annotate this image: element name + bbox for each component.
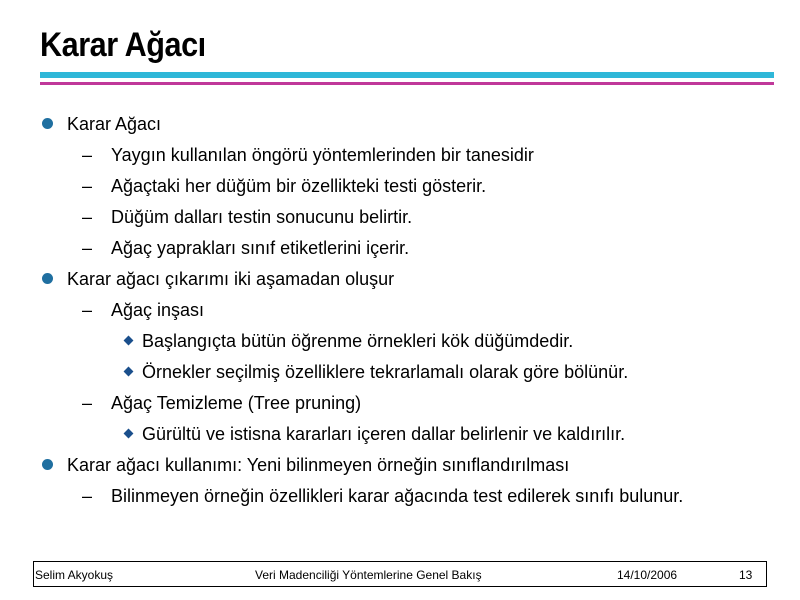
dash-icon: – [82,486,93,506]
bullet-dot-icon [42,118,53,129]
bullet-text: Bilinmeyen örneğin özellikleri karar ağacında test edilerek sınıfı bulunur. [111,486,684,506]
dash-icon: – [82,176,93,196]
footer-date: 14/10/2006 [617,568,678,582]
footer-page-number: 13 [739,568,753,582]
bullet-text: Ağaç Temizleme (Tree pruning) [111,393,362,413]
bullet-text: Karar ağacı kullanımı: Yeni bilinmeyen örneğin sınıflandırılması [67,455,570,475]
diamond-icon [124,429,134,439]
footer-course: Veri Madenciliği Yöntemlerine Genel Bakış [255,568,482,582]
bullet-text: Yaygın kullanılan öngörü yöntemlerinden bir tanesidir [111,145,534,165]
title-rule-blue [40,72,774,78]
bullet-text: Karar Ağacı [67,114,162,134]
bullet-text: Başlangıçta bütün öğrenme örnekleri kök düğümdedir. [142,331,574,351]
bullet-text: Ağaçtaki her düğüm bir özellikteki testi gösterir. [111,176,487,196]
dash-icon: – [82,207,93,227]
bullet-dot-icon [42,459,53,470]
footer-author: Selim Akyokuş [35,568,114,582]
dash-icon: – [82,238,93,258]
dash-icon: – [82,145,93,165]
title-rule-magenta [40,82,774,85]
diamond-icon [124,336,134,346]
bullet-text: Düğüm dalları testin sonucunu belirtir. [111,207,413,227]
bullet-text: Karar ağacı çıkarımı iki aşamadan oluşur [67,269,395,289]
diamond-icon [124,367,134,377]
slide-title: Karar Ağacı [40,26,206,64]
dash-icon: – [82,393,93,413]
bullet-dot-icon [42,273,53,284]
dash-icon: – [82,300,93,320]
bullet-text: Örnekler seçilmiş özelliklere tekrarlamalı olarak göre bölünür. [142,362,629,382]
bullet-text: Ağaç yaprakları sınıf etiketlerini içerir. [111,238,410,258]
bullet-text: Ağaç inşası [111,300,205,320]
bullet-text: Gürültü ve istisna kararları içeren dallar belirlenir ve kaldırılır. [142,424,626,444]
